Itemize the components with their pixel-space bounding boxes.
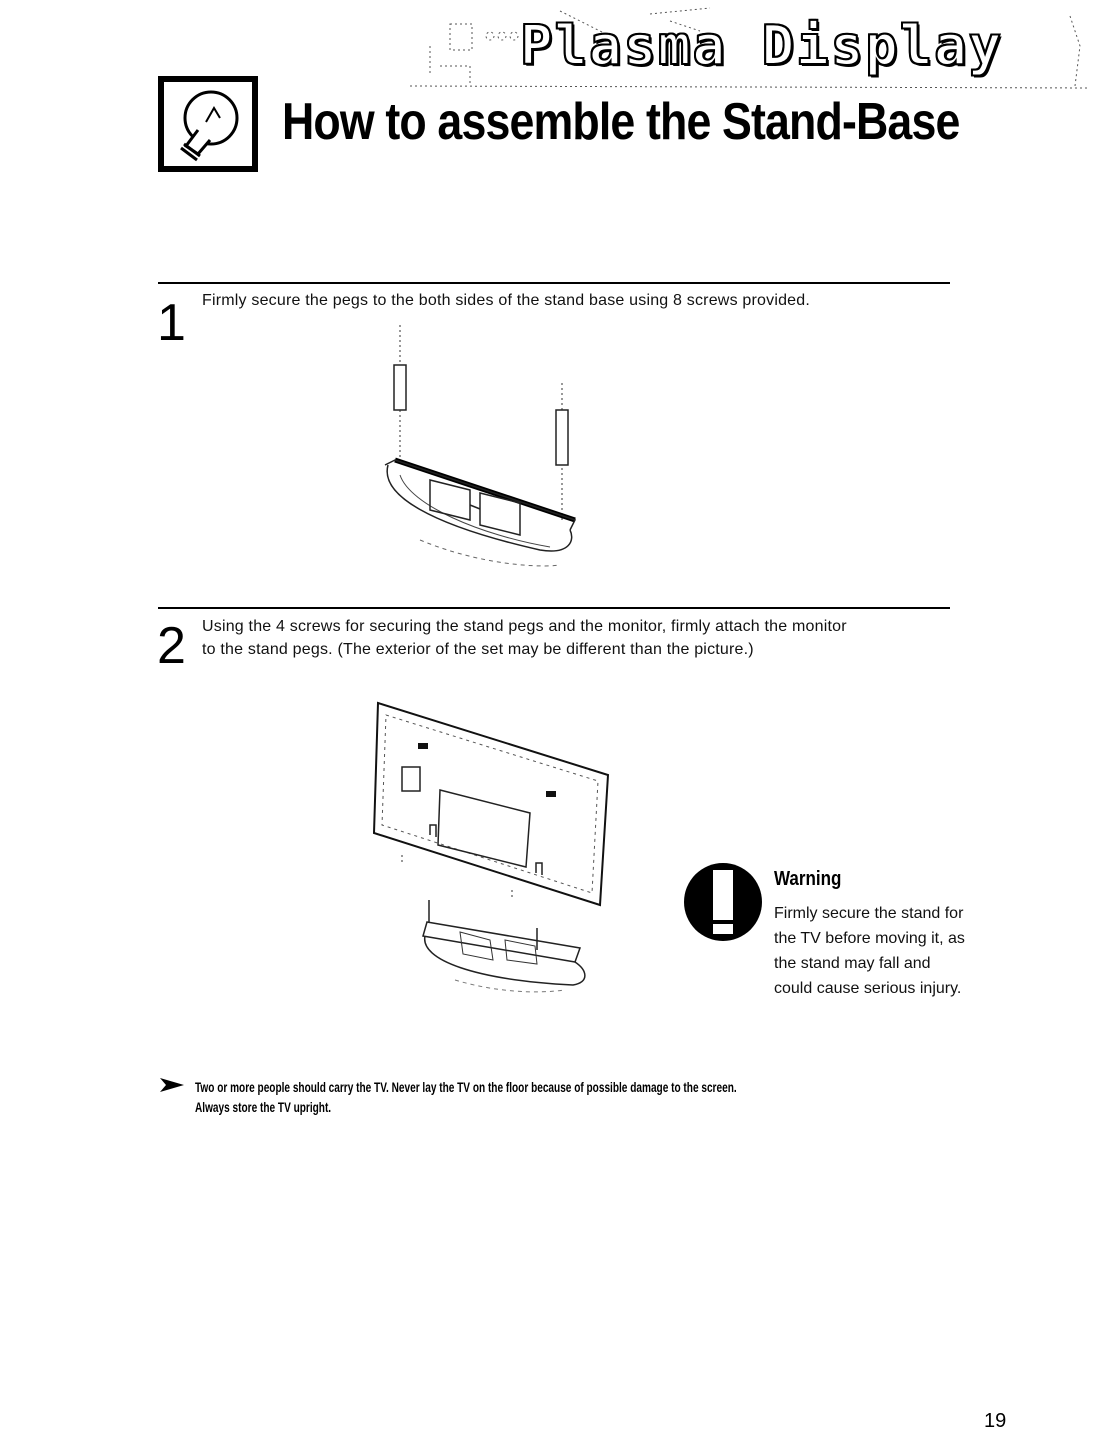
note-line-2: Always store the TV upright.	[195, 1099, 332, 1115]
warning-title: Warning	[774, 868, 842, 890]
page-number: 19	[984, 1410, 1007, 1432]
step-2-number: 2	[157, 617, 186, 675]
warning-line: the TV before moving it, as	[774, 930, 965, 947]
brand-logo: Plasma Display	[520, 14, 1004, 77]
step-2-divider	[158, 607, 950, 609]
step-1-number: 1	[157, 294, 186, 352]
warning-line: Firmly secure the stand for	[774, 905, 964, 922]
stand-base-pegs-illustration	[370, 325, 590, 575]
arrow-bullet-icon	[160, 1078, 184, 1092]
warning-line: could cause serious injury.	[774, 980, 962, 997]
note-text	[195, 1077, 737, 1117]
note-line-1: Two or more people should carry the TV. Never lay the TV on the floor because of possible damage to the screen.	[195, 1079, 737, 1095]
exclamation-icon	[683, 862, 763, 942]
monitor-attachment-illustration	[370, 695, 620, 1005]
step-2-text-line1: Using the 4 screws for securing the stand pegs and the monitor, firmly attach the monitor	[202, 618, 847, 635]
step-2-text-line2: to the stand pegs. (The exterior of the set may be different than the picture.)	[202, 641, 754, 658]
warning-text	[774, 901, 1014, 1001]
lightbulb-icon	[158, 76, 258, 172]
step-1-divider	[158, 282, 950, 284]
step-1-text: Firmly secure the pegs to the both sides of the stand base using 8 screws provided.	[202, 292, 811, 309]
page-title: How to assemble the Stand-Base	[282, 93, 960, 151]
warning-line: the stand may fall and	[774, 955, 931, 972]
